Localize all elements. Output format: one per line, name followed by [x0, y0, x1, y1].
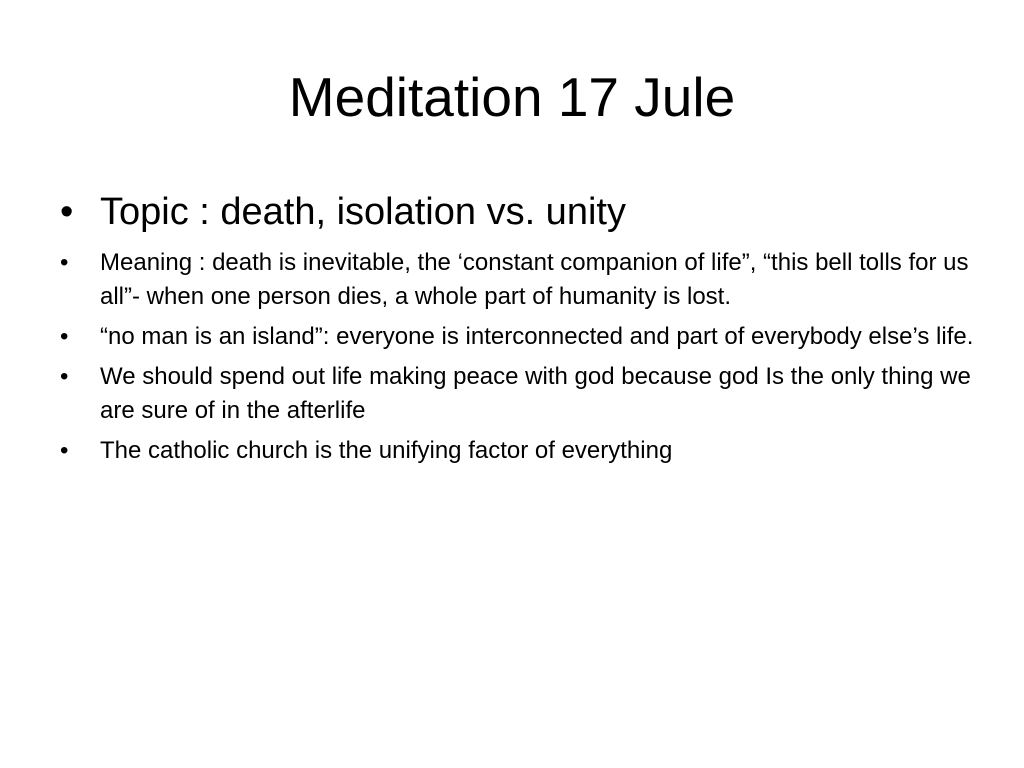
- bullet-text: “no man is an island”: everyone is interconnected and part of everybody else’s life.: [100, 323, 974, 350]
- bullet-text: The catholic church is the unifying factor of everything: [100, 437, 673, 464]
- bullet-marker: •: [60, 249, 69, 276]
- bullet-text: We should spend out life making peace with god because god Is the only thing we are sure of in the afterlife: [100, 363, 971, 424]
- bullet-marker: •: [60, 437, 69, 464]
- bullet-meaning: [58, 246, 978, 314]
- bullet-catholic-church: [58, 434, 978, 468]
- bullet-marker: •: [60, 191, 74, 233]
- bullet-marker: •: [60, 323, 69, 350]
- bullet-island: [58, 320, 978, 354]
- bullet-peace-with-god: [58, 360, 978, 428]
- bullet-marker: •: [60, 363, 69, 390]
- bullet-list: [58, 186, 978, 474]
- bullet-topic: [58, 186, 978, 238]
- bullet-text: Topic : death, isolation vs. unity: [100, 191, 626, 233]
- bullet-text: Meaning : death is inevitable, the ‘constant companion of life”, “this bell tolls for us all”- when one person dies, a whole part of humanity is lost.: [100, 249, 969, 310]
- slide-title: Meditation 17 Jule: [288, 66, 736, 128]
